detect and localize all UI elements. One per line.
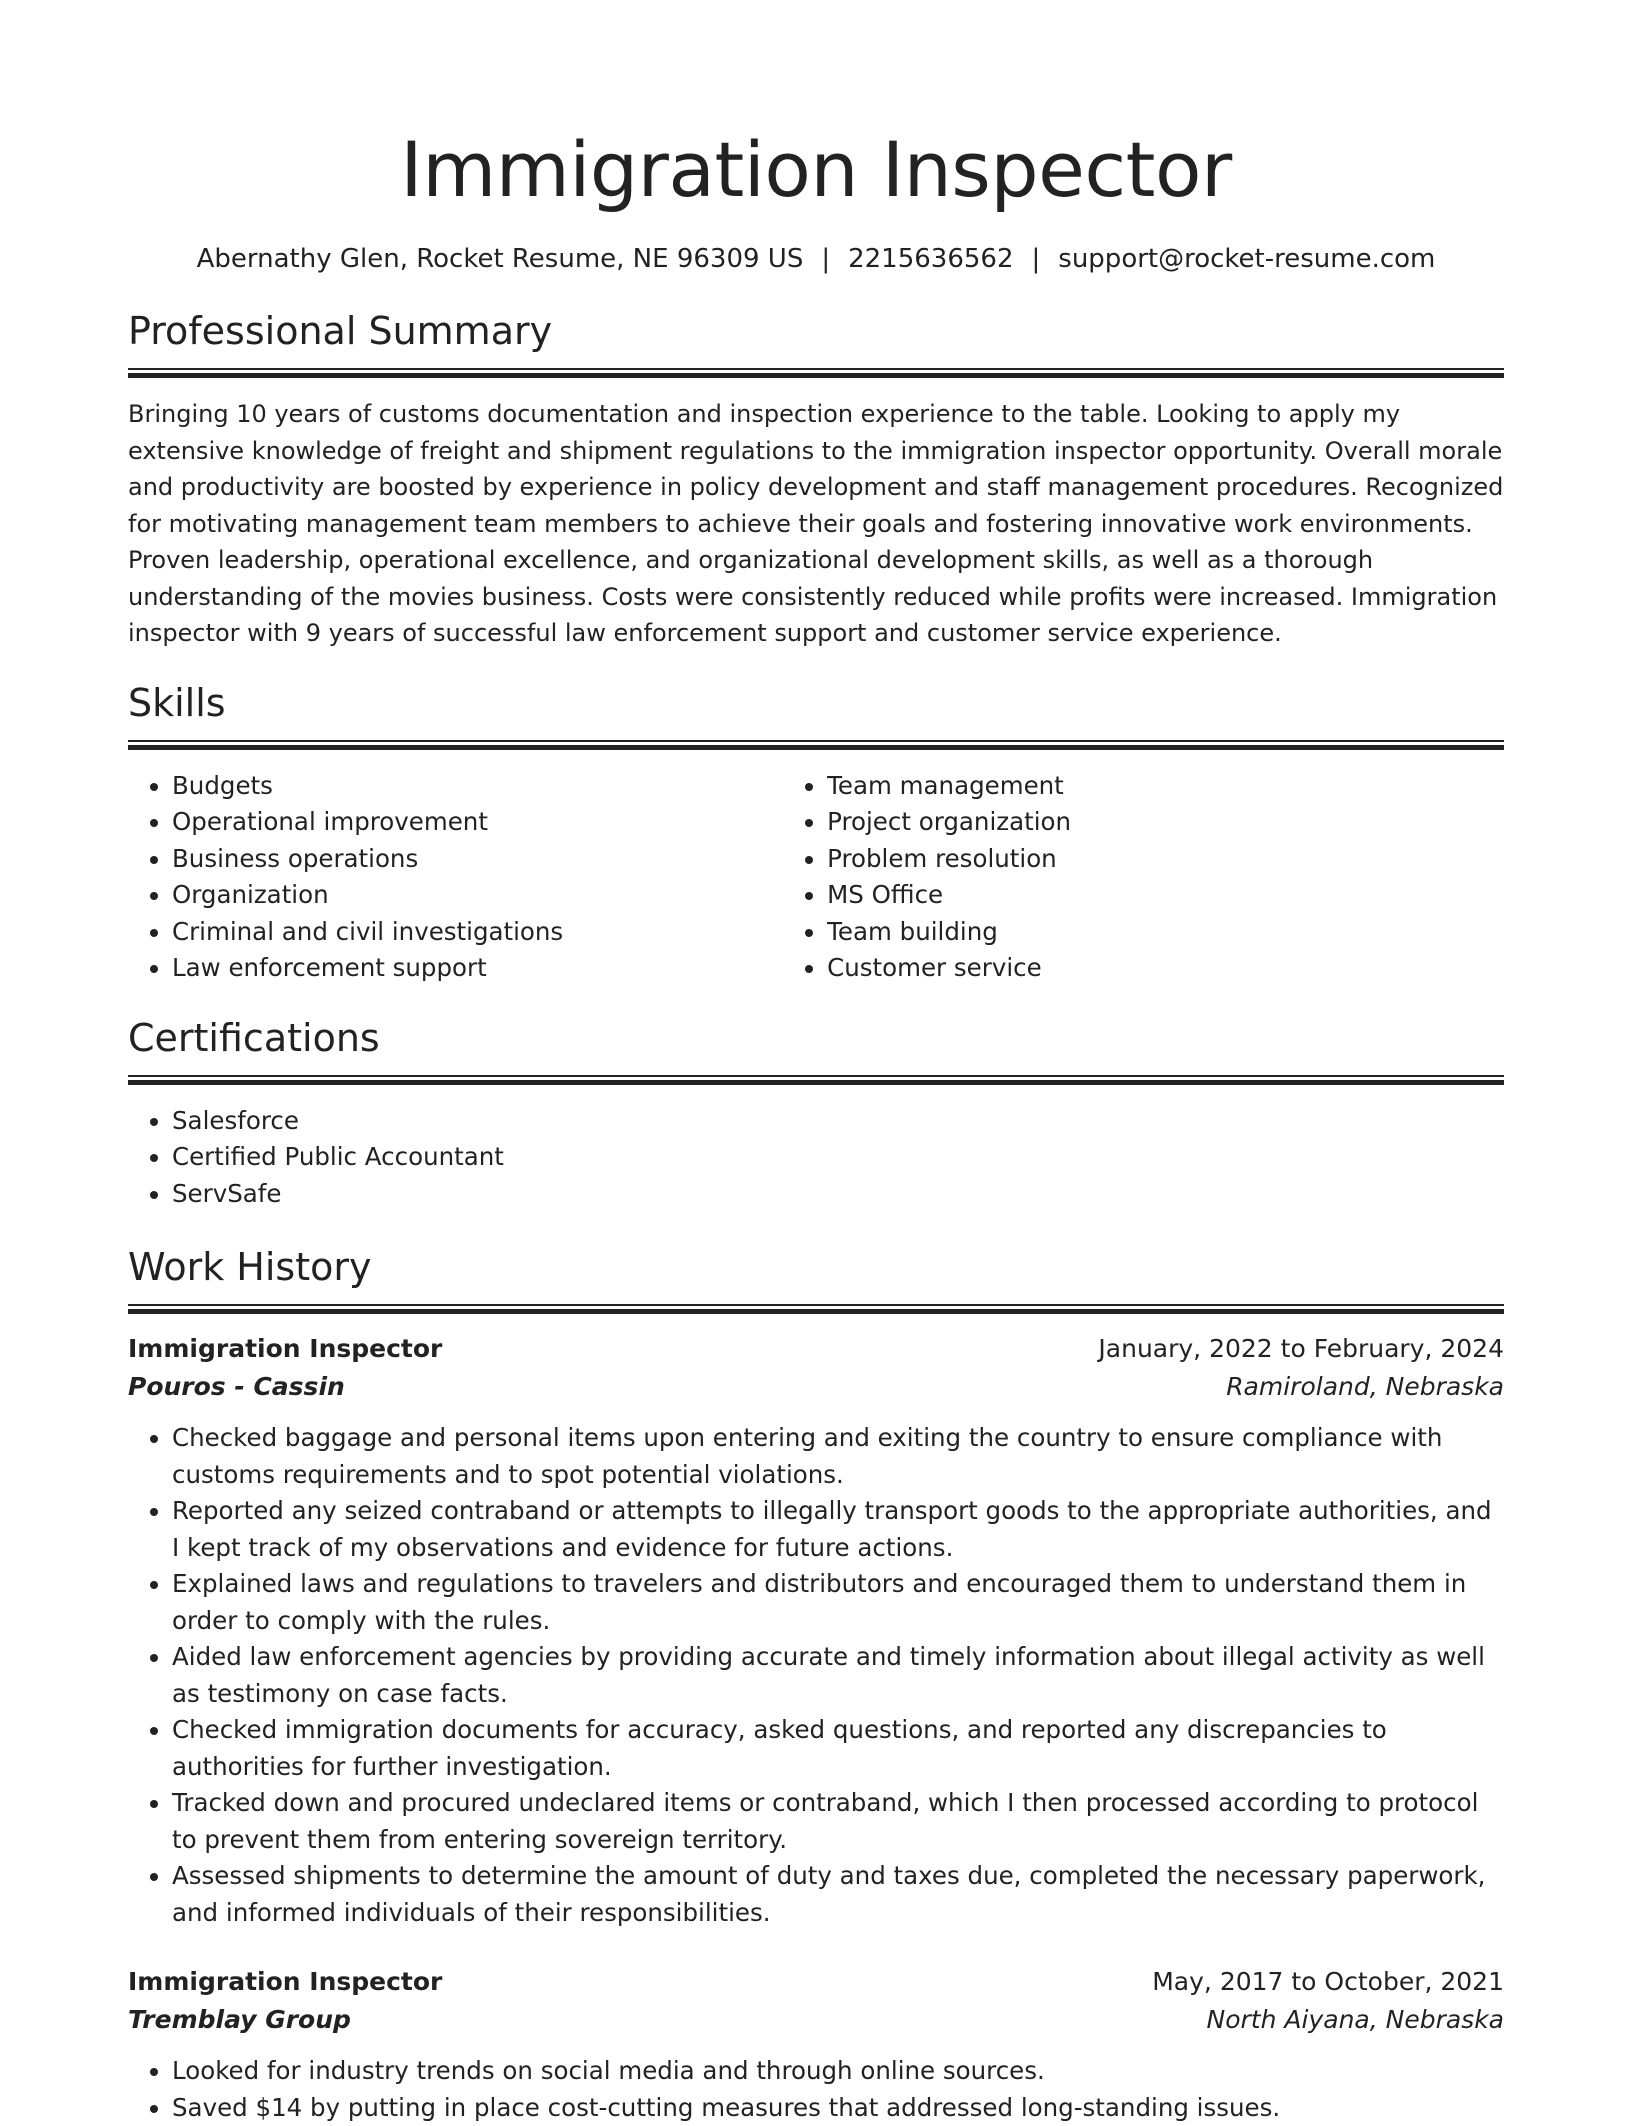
skill-item: • Team management bbox=[827, 768, 1504, 805]
job-subheader bbox=[128, 2001, 1504, 2039]
job-title: Immigration Inspector bbox=[128, 1963, 442, 2001]
skill-item: • Organization bbox=[172, 877, 783, 914]
contact-email: support@rocket-resume.com bbox=[1058, 244, 1435, 274]
summary-section bbox=[128, 308, 1504, 652]
job-subheader bbox=[128, 1368, 1504, 1406]
skill-item: • Criminal and civil investigations bbox=[172, 914, 783, 951]
resume-title: Immigration Inspector bbox=[128, 124, 1504, 216]
skill-item: • Team building bbox=[827, 914, 1504, 951]
job-title: Immigration Inspector bbox=[128, 1330, 442, 1368]
certification-item: • ServSafe bbox=[172, 1176, 1504, 1213]
contact-separator: | bbox=[821, 242, 830, 276]
work-heading: Work History bbox=[128, 1244, 1504, 1306]
summary-heading: Professional Summary bbox=[128, 308, 1504, 370]
job-company: Pouros - Cassin bbox=[128, 1368, 345, 1406]
job-bullet: • Checked baggage and personal items upon entering and exiting the country to ensure compliance with customs requirements and to spot potential violations. bbox=[172, 1420, 1504, 1493]
contact-phone: 2215636562 bbox=[848, 244, 1013, 274]
job-dates: May, 2017 to October, 2021 bbox=[1152, 1963, 1504, 2001]
job-entry bbox=[128, 1330, 1504, 1931]
contact-separator: | bbox=[1032, 242, 1041, 276]
skill-item: • MS Office bbox=[827, 877, 1504, 914]
certifications-heading: Certifications bbox=[128, 1015, 1504, 1077]
skills-list-left bbox=[128, 768, 783, 987]
skills-heading: Skills bbox=[128, 680, 1504, 742]
job-bullet: • Assessed shipments to determine the amount of duty and taxes due, completed the necessary paperwork, and informed individuals of their responsibilities. bbox=[172, 1858, 1504, 1931]
work-section bbox=[128, 1244, 1504, 2126]
job-bullet: • Checked immigration documents for accuracy, asked questions, and reported any discrepancies to authorities for further investigation. bbox=[172, 1712, 1504, 1785]
resume-page bbox=[128, 0, 1504, 2126]
summary-text: Bringing 10 years of customs documentation and inspection experience to the table. Looking to apply my extensive knowledge of freight and shipment regulations to the immigration inspector opportunity. Overall morale and productivity are boosted by experience in policy development and staff management procedures. Recognized for motivating management team members to achieve their goals and fostering innovative work environments. Proven leadership, operational excellence, and organizational development skills, as well as a thorough understanding of the movies business. Costs were consistently reduced while profits were increased. Immigration inspector with 9 years of successful law enforcement support and customer service experience. bbox=[128, 396, 1504, 652]
job-entry bbox=[128, 1963, 1504, 2126]
skill-item: • Problem resolution bbox=[827, 841, 1504, 878]
job-bullet: • Saved $14 by putting in place cost-cutting measures that addressed long-standing issues. bbox=[172, 2090, 1504, 2126]
contact-address: Abernathy Glen, Rocket Resume, NE 96309 US bbox=[197, 244, 804, 274]
skill-item: • Operational improvement bbox=[172, 804, 783, 841]
skill-item: • Project organization bbox=[827, 804, 1504, 841]
skill-item: • Law enforcement support bbox=[172, 950, 783, 987]
job-bullet: • Aided law enforcement agencies by providing accurate and timely information about illegal activity as well as testimony on case facts. bbox=[172, 1639, 1504, 1712]
job-header bbox=[128, 1330, 1504, 1368]
skill-item: • Business operations bbox=[172, 841, 783, 878]
certification-item: • Salesforce bbox=[172, 1103, 1504, 1140]
job-bullets bbox=[128, 2053, 1504, 2126]
job-bullet: • Explained laws and regulations to travelers and distributors and encouraged them to understand them in order to comply with the rules. bbox=[172, 1566, 1504, 1639]
job-header bbox=[128, 1963, 1504, 2001]
job-dates: January, 2022 to February, 2024 bbox=[1098, 1330, 1504, 1368]
contact-line bbox=[128, 242, 1504, 276]
job-location: Ramiroland, Nebraska bbox=[1226, 1368, 1504, 1406]
skills-list-right bbox=[783, 768, 1504, 987]
skills-section bbox=[128, 680, 1504, 987]
job-bullet: • Looked for industry trends on social media and through online sources. bbox=[172, 2053, 1504, 2090]
skill-item: • Budgets bbox=[172, 768, 783, 805]
job-location: North Aiyana, Nebraska bbox=[1207, 2001, 1504, 2039]
job-bullets bbox=[128, 1420, 1504, 1931]
job-bullet: • Tracked down and procured undeclared items or contraband, which I then processed according to protocol to prevent them from entering sovereign territory. bbox=[172, 1785, 1504, 1858]
job-company: Tremblay Group bbox=[128, 2001, 351, 2039]
certifications-list bbox=[128, 1103, 1504, 1213]
skills-grid bbox=[128, 768, 1504, 987]
certifications-section bbox=[128, 1015, 1504, 1213]
skill-item: • Customer service bbox=[827, 950, 1504, 987]
certification-item: • Certified Public Accountant bbox=[172, 1139, 1504, 1176]
job-bullet: • Reported any seized contraband or attempts to illegally transport goods to the appropriate authorities, and I kept track of my observations and evidence for future actions. bbox=[172, 1493, 1504, 1566]
